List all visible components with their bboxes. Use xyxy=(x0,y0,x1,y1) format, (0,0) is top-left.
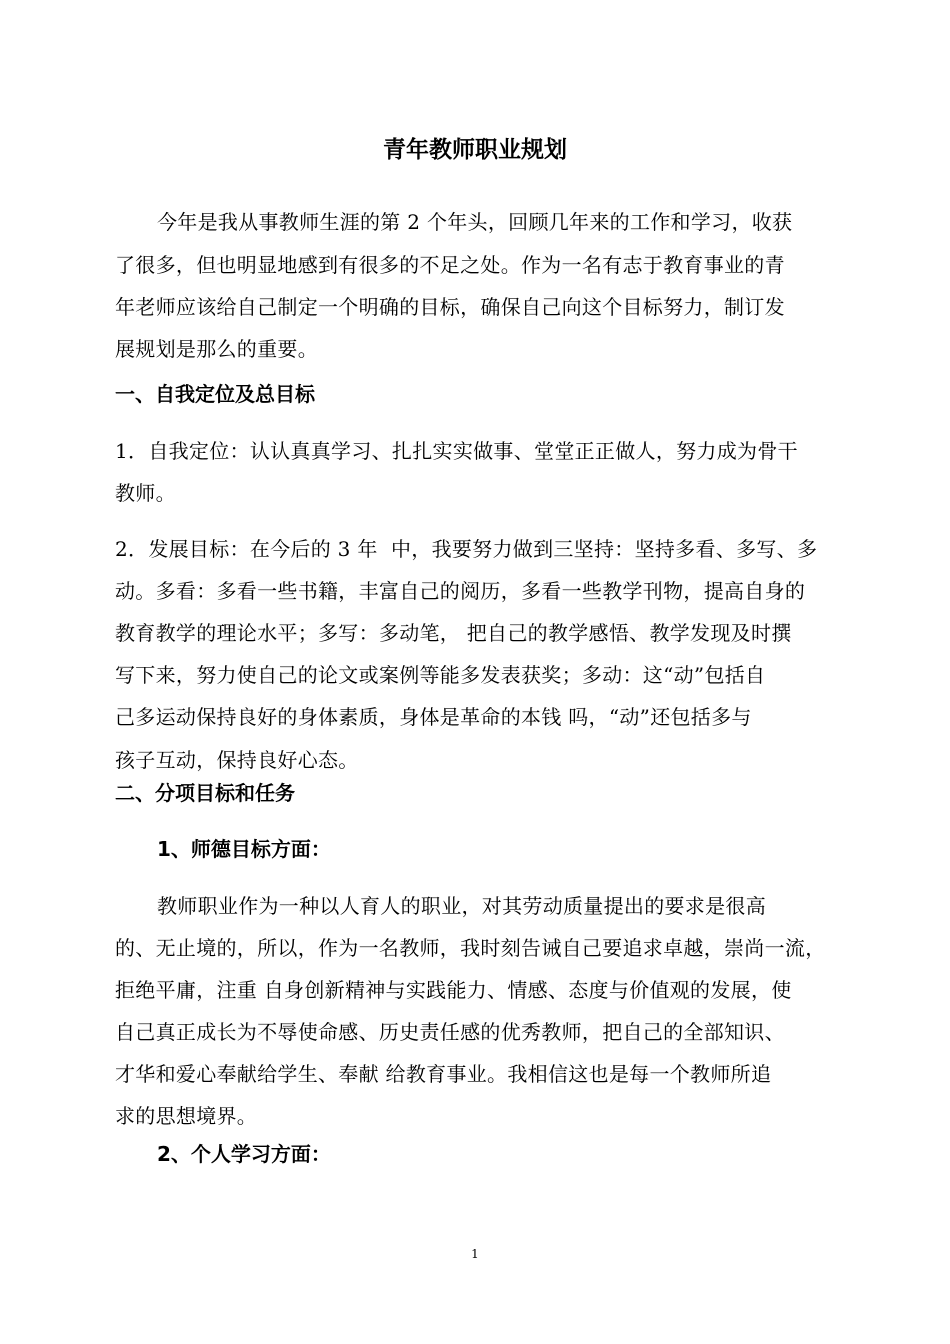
paragraph-line: 求的思想境界。 xyxy=(115,1104,258,1128)
section-heading: 二、分项目标和任务 xyxy=(115,781,295,805)
paragraph-line: 的、无止境的，所以，作为一名教师，我时刻告诫自己要追求卓越，崇尚一流， xyxy=(115,936,826,960)
subsection-heading: 1、师德目标方面： xyxy=(157,837,331,861)
paragraph-line: 教师职业作为一种以人育人的职业，对其劳动质量提出的要求是很高 xyxy=(157,894,766,918)
section-heading: 一、自我定位及总目标 xyxy=(115,382,315,406)
paragraph-line: 自己真正成长为不辱使命感、历史责任感的优秀教师，把自己的全部知识、 xyxy=(115,1020,785,1044)
intro-line: 今年是我从事教师生涯的第 2 个年头，回顾几年来的工作和学习，收获 xyxy=(157,210,793,234)
paragraph-line: 己多运动保持良好的身体素质，身体是革命的本钱 吗，“动”还包括多与 xyxy=(115,705,752,729)
intro-line: 了很多，但也明显地感到有很多的不足之处。作为一名有志于教育事业的青 xyxy=(115,253,785,277)
paragraph-line: 写下来，努力使自己的论文或案例等能多发表获奖；多动：这“动”包括自 xyxy=(115,663,766,687)
paragraph-line: 动。多看：多看一些书籍，丰富自己的阅历，多看一些教学刊物，提高自身的 xyxy=(115,579,806,603)
paragraph-line: 孩子互动，保持良好心态。 xyxy=(115,748,359,772)
paragraph-line: 1．自我定位：认认真真学习、扎扎实实做事、堂堂正正做人，努力成为骨干 xyxy=(115,439,798,463)
paragraph-line: 教师。 xyxy=(115,481,176,505)
intro-line: 展规划是那么的重要。 xyxy=(115,337,318,361)
page-number: 1 xyxy=(471,1247,479,1261)
intro-line: 年老师应该给自己制定一个明确的目标，确保自己向这个目标努力，制订发 xyxy=(115,295,785,319)
paragraph-line: 拒绝平庸，注重 自身创新精神与实践能力、情感、态度与价值观的发展，使 xyxy=(115,978,792,1002)
paragraph-line: 2．发展目标：在今后的 3 年 中，我要努力做到三坚持：坚持多看、多写、多 xyxy=(115,537,818,561)
paragraph-line: 教育教学的理论水平；多写：多动笔， 把自己的教学感悟、教学发现及时撰 xyxy=(115,621,792,645)
document-title: 青年教师职业规划 xyxy=(383,137,567,163)
subsection-heading: 2、个人学习方面： xyxy=(157,1142,331,1166)
paragraph-line: 才华和爱心奉献给学生、奉献 给教育事业。我相信这也是每一个教师所追 xyxy=(115,1062,772,1086)
